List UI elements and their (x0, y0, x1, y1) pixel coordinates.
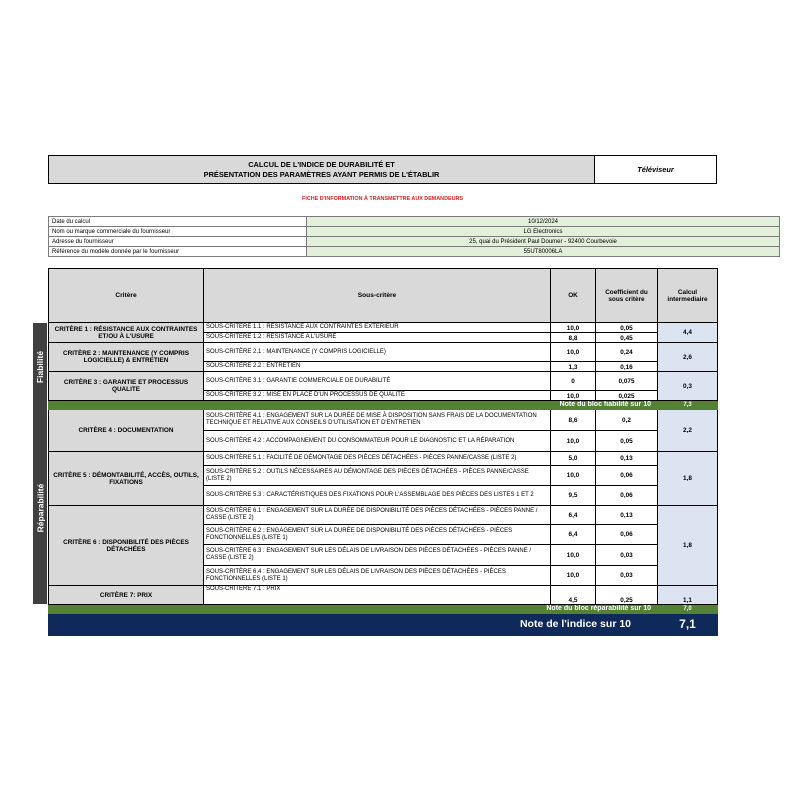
calc-cell: 4,4 (658, 323, 718, 343)
info-value: 25, quai du Président Paul Doumer - 92400 Courbevoie (307, 237, 780, 247)
ok-cell: 0 (551, 372, 596, 391)
document-header (48, 155, 717, 184)
subcriterion-cell: SOUS-CRITÈRE 4.1 : ENGAGEMENT SUR LA DURÉE DE MISE À DISPOSITION SANS FRAIS DE LA DOCUMENTATION TECHNIQUE ET RELATIVE AUX CONSEILS D'UTILISATION ET D'ENTRETIEN (204, 410, 551, 431)
calc-cell: 1,8 (658, 506, 718, 586)
final-note-label: Note de l'indice sur 10 (49, 614, 658, 636)
calc-cell: 2,6 (658, 343, 718, 372)
fiche-label: FICHE D'INFORMATION À TRANSMETTRE AUX DEMANDEURS (302, 196, 463, 202)
table-row (49, 586, 718, 605)
info-label: Date du calcul (49, 217, 307, 227)
subcriterion-cell: SOUS-CRITÈRE 5.1 : FACILITÉ DE DÉMONTAGE DES PIÈCES DÉTACHÉES - PIÈCES PANNE/CASSE (LISTE 2) (204, 452, 551, 466)
title-line-1: CALCUL DE L'INDICE DE DURABILITÉ ET (248, 159, 395, 169)
header-subcriterion: Sous-critère (204, 269, 551, 323)
subcriterion-cell: SOUS-CRITÈRE 1.1 : RÉSISTANCE AUX CONTRAINTES EXTERIEUR (204, 323, 551, 333)
calc-cell: 2,2 (658, 410, 718, 452)
coef-cell: 0,06 (596, 466, 658, 486)
supplier-info-table (48, 216, 780, 257)
subcriterion-cell: SOUS-CRITÈRE 3.2 : MISE EN PLACE D'UN PROCESSUS DE QUALITE (204, 391, 551, 401)
criterion-cell: CRITÈRE 2 : MAINTENANCE (Y COMPRIS LOGICIELLE) & ENTRETIEN (49, 343, 204, 372)
criterion-cell: CRITÈRE 4 : DOCUMENTATION (49, 410, 204, 452)
header-coefficient (596, 269, 658, 323)
info-label: Nom ou marque commerciale du fournisseur (49, 227, 307, 237)
subcriterion-cell: SOUS-CRITÈRE 3.1 : GARANTIE COMMERCIALE DE DURABILITÉ (204, 372, 551, 391)
subcriterion-cell: SOUS-CRITÈRE 7.1 : PRIX (204, 586, 551, 605)
coef-cell: 0,13 (596, 452, 658, 466)
coef-cell: 0,05 (596, 323, 658, 333)
info-row (49, 227, 780, 237)
title-line-2: PRÉSENTATION DES PARAMÈTRES AYANT PERMIS DE L'ÉTABLIR (203, 169, 440, 179)
header-calc-line-2: intermediaire (667, 295, 708, 303)
coef-cell: 0,025 (596, 391, 658, 401)
ok-cell: 5,0 (551, 452, 596, 466)
info-label: Adresse du fournisseur (49, 237, 307, 247)
ok-cell: 8,8 (551, 333, 596, 343)
info-value: 55UT80006LA (307, 247, 780, 257)
header-calc-line-1: Calcul (677, 288, 698, 296)
reparabilite-note-label: Note du bloc réparabilité sur 10 (49, 605, 658, 614)
table-row (49, 343, 718, 362)
subcriterion-cell: SOUS-CRITÈRE 5.3 : CARACTÉRISTIQUES DES FIXATIONS POUR L'ASSEMBLAGE DES PIÈCES DES LISTES 1 ET 2 (204, 486, 551, 506)
ok-cell: 10,0 (551, 431, 596, 452)
subcriterion-cell: SOUS-CRITÈRE 1.2 : RESISTANCE A L'USURE (204, 333, 551, 343)
durability-table (48, 268, 718, 636)
criterion-cell: CRITÈRE 5 : DÉMONTABILITÉ, ACCÈS, OUTILS, FIXATIONS (49, 452, 204, 506)
info-label: Référence du modèle donnée par le fournisseur (49, 247, 307, 257)
ok-cell: 10,0 (551, 343, 596, 362)
subcriterion-cell: SOUS-CRITÈRE 5.2 : OUTILS NÉCESSAIRES AU DÉMONTAGE DES PIÈCES DÉTACHÉES - PIÈCES PANNE/CASSE (LISTE 2) (204, 466, 551, 486)
info-value: 10/12/2024 (307, 217, 780, 227)
ok-cell: 6,4 (551, 506, 596, 525)
header-criterion: Critère (49, 269, 204, 323)
ok-cell: 9,5 (551, 486, 596, 506)
fiabilite-label: Fiabilité (35, 350, 45, 384)
reparabilite-band (33, 411, 47, 604)
table-header-row (49, 269, 718, 323)
coef-cell: 0,075 (596, 372, 658, 391)
coef-cell: 0,16 (596, 362, 658, 372)
criterion-cell: CRITÈRE 3 : GARANTIE ET PROCESSUS QUALITE (49, 372, 204, 401)
ok-cell: 8,6 (551, 410, 596, 431)
ok-cell: 10,0 (551, 391, 596, 401)
subcriterion-cell: SOUS-CRITÈRE 2.2 : ENTRETIEN (204, 362, 551, 372)
ok-cell: 10,0 (551, 466, 596, 486)
calc-cell: 0,3 (658, 372, 718, 401)
final-note-row (49, 614, 718, 636)
coef-cell: 0,05 (596, 431, 658, 452)
table-row (49, 452, 718, 466)
coef-cell: 0,25 (596, 586, 658, 605)
reparabilite-note-row (49, 605, 718, 614)
reparabilite-label: Réparabilité (35, 483, 45, 532)
final-note-value: 7,1 (658, 614, 718, 636)
subcriterion-cell: SOUS-CRITÈRE 6.2 : ENGAGEMENT SUR LA DURÉE DE DISPONIBILITÉ DES PIÈCES DÉTACHÉES - PIÈCES FONCTIONNELLES (LISTE 1) (204, 525, 551, 545)
coef-cell: 0,03 (596, 545, 658, 566)
subcriterion-cell: SOUS-CRITÈRE 6.1 : ENGAGEMENT SUR LA DURÉE DE DISPONIBILITÉ DES PIÈCES DÉTACHÉES - PIÈCES PANNE / CASSE (LISTE 2) (204, 506, 551, 525)
calc-cell: 1,8 (658, 452, 718, 506)
subcriterion-cell: SOUS-CRITÈRE 6.3 : ENGAGEMENT SUR LES DÉLAIS DE LIVRAISON DES PIÈCES DÉTACHÉES - PIÈCES PANNE / CASSE (LISTE 2) (204, 545, 551, 566)
ok-cell: 10,0 (551, 566, 596, 586)
reparabilite-note-value: 7,0 (658, 605, 718, 614)
subcriterion-cell: SOUS-CRITÈRE 2.1 : MAINTENANCE (Y COMPRIS LOGICIELLE) (204, 343, 551, 362)
table-row (49, 410, 718, 431)
fiabilite-band (33, 323, 47, 411)
coef-cell: 0,24 (596, 343, 658, 362)
coef-cell: 0,06 (596, 486, 658, 506)
table-row (49, 323, 718, 333)
criterion-cell: CRITÈRE 1 : RÉSISTANCE AUX CONTRAINTES ET/OU À L'USURE (49, 323, 204, 343)
ok-cell: 10,0 (551, 323, 596, 333)
fiabilite-note-label: Note du bloc fiabilité sur 10 (49, 401, 658, 410)
subcriterion-cell: SOUS-CRITÈRE 6.4 : ENGAGEMENT SUR LES DÉLAIS DE LIVRAISON DES PIÈCES DÉTACHÉES - PIÈCES FONCTIONNELLES (LISTE 1) (204, 566, 551, 586)
fiabilite-note-value: 7,3 (658, 401, 718, 410)
table-row (49, 506, 718, 525)
header-coef-line-2: sous critère (608, 295, 645, 303)
coef-cell: 0,13 (596, 506, 658, 525)
ok-cell: 4,5 (551, 586, 596, 605)
header-ok: OK (551, 269, 596, 323)
ok-cell: 10,0 (551, 545, 596, 566)
header-calc (658, 269, 718, 323)
criterion-cell: CRITÈRE 6 : DISPONIBILITÉ DES PIÈCES DÉTACHÉES (49, 506, 204, 586)
table-row (49, 372, 718, 391)
coef-cell: 0,03 (596, 566, 658, 586)
fiabilite-note-row (49, 401, 718, 410)
coef-cell: 0,2 (596, 410, 658, 431)
ok-cell: 1,3 (551, 362, 596, 372)
info-row (49, 217, 780, 227)
header-coef-line-1: Coefficient du (605, 288, 648, 296)
criterion-cell: CRITÈRE 7: PRIX (49, 586, 204, 605)
calc-cell: 1,1 (658, 586, 718, 605)
info-value: LG Electronics (307, 227, 780, 237)
info-row (49, 247, 780, 257)
product-type: Téléviseur (637, 165, 674, 174)
ok-cell: 6,4 (551, 525, 596, 545)
coef-cell: 0,45 (596, 333, 658, 343)
coef-cell: 0,06 (596, 525, 658, 545)
info-row (49, 237, 780, 247)
document-title (49, 156, 595, 183)
subcriterion-cell: SOUS-CRITÈRE 4.2 : ACCOMPAGNEMENT DU CONSOMMATEUR POUR LE DIAGNOSTIC ET LA RÉPARATION (204, 431, 551, 452)
